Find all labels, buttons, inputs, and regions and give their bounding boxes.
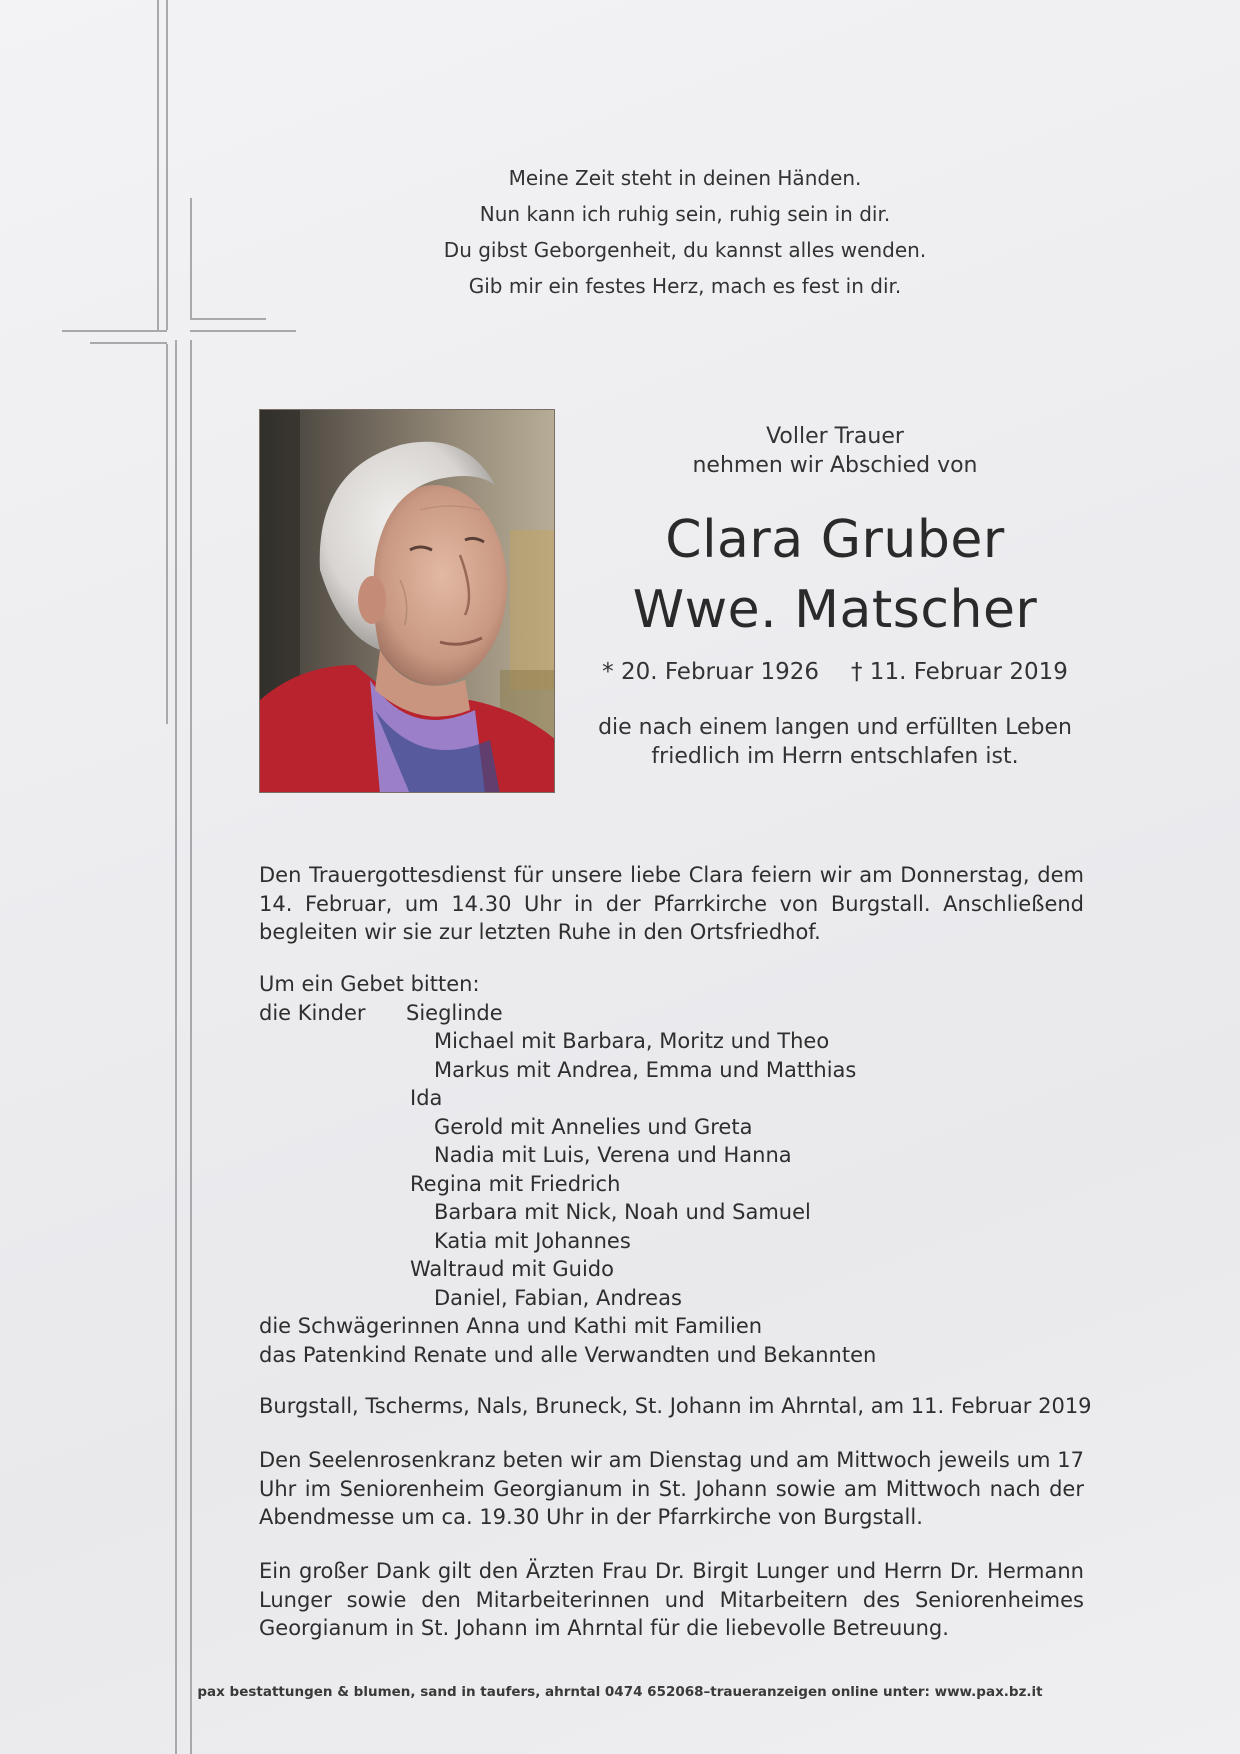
child-name: Regina mit Friedrich bbox=[410, 1171, 621, 1196]
family-line: Katia mit Johannes bbox=[434, 1228, 631, 1253]
other-mourners-line: das Patenkind Renate und alle Verwandten und Bekannten bbox=[259, 1342, 877, 1367]
birth-date: * 20. Februar 1926 bbox=[602, 659, 819, 685]
portrait-photo bbox=[259, 409, 555, 793]
life-text bbox=[570, 713, 1100, 771]
place-date: Burgstall, Tscherms, Nals, Bruneck, St. Johann im Ahrntal, am 11. Februar 2019 bbox=[259, 1394, 1092, 1418]
mourners-list bbox=[259, 970, 1084, 1369]
name-line: Wwe. Matscher bbox=[632, 580, 1038, 640]
poem bbox=[300, 160, 1070, 304]
family-line: Gerold mit Annelies und Greta bbox=[434, 1114, 753, 1139]
child-name: Waltraud mit Guido bbox=[410, 1257, 614, 1281]
intro-text bbox=[570, 422, 1100, 480]
life-dates bbox=[570, 655, 1100, 689]
family-line: Markus mit Andrea, Emma und Matthias bbox=[434, 1057, 857, 1082]
poem-line: Du gibst Geborgenheit, du kannst alles wenden. bbox=[443, 238, 927, 262]
family-line: Michael mit Barbara, Moritz und Theo bbox=[434, 1029, 830, 1053]
name-line: Clara Gruber bbox=[665, 510, 1005, 570]
intro-line: Voller Trauer bbox=[766, 424, 904, 449]
thanks-paragraph: Ein großer Dank gilt den Ärzten Frau Dr. Birgit Lunger und Herrn Dr. Hermann Lunger sowie den Mitarbeiterinnen und Mitarbeitern des Seniorenheimes Georgianum in St. Johann im Ahrntal für die liebevolle Betreuung. bbox=[259, 1559, 1084, 1640]
footer-credit: pax bestattungen & blumen, sand in taufers, ahrntal 0474 652068–traueranzeigen online unter: www.pax.bz.it bbox=[197, 1684, 1043, 1700]
life-line: friedlich im Herrn entschlafen ist. bbox=[651, 744, 1019, 769]
child-name: Sieglinde bbox=[406, 1000, 503, 1025]
other-mourners-line: die Schwägerinnen Anna und Kathi mit Familien bbox=[259, 1314, 763, 1338]
rosary-paragraph: Den Seelenrosenkranz beten wir am Dienstag und am Mittwoch jeweils um 17 Uhr im Seniorenheim Georgianum in St. Johann sowie am Mittwoch nach der Abendmesse um ca. 19.30 Uhr in der Pfarrkirche von Burgstall. bbox=[259, 1448, 1084, 1529]
poem-line: Gib mir ein festes Herz, mach es fest in dir. bbox=[468, 274, 902, 298]
intro-line: nehmen wir Abschied von bbox=[692, 453, 978, 478]
family-line: Daniel, Fabian, Andreas bbox=[434, 1285, 682, 1310]
service-paragraph: Den Trauergottesdienst für unsere liebe Clara feiern wir am Donnerstag, dem 14. Februar, um 14.30 Uhr in der Pfarrkirche von Burgstall. Anschließend begleiten wir sie zur letzten Ruhe in den Ortsfriedhof. bbox=[259, 863, 1084, 944]
children-row bbox=[259, 999, 1084, 1028]
poem-line: Nun kann ich ruhig sein, ruhig sein in dir. bbox=[479, 202, 891, 226]
family-line: Nadia mit Luis, Verena und Hanna bbox=[434, 1143, 792, 1167]
death-date: † 11. Februar 2019 bbox=[851, 659, 1068, 685]
poem-line: Meine Zeit steht in deinen Händen. bbox=[508, 166, 862, 190]
family-line: Barbara mit Nick, Noah und Samuel bbox=[434, 1200, 811, 1224]
mourners-heading: Um ein Gebet bitten: bbox=[259, 972, 480, 996]
child-name: Ida bbox=[410, 1086, 443, 1110]
children-label: die Kinder bbox=[259, 1000, 366, 1025]
life-line: die nach einem langen und erfüllten Leben bbox=[598, 715, 1072, 740]
deceased-name bbox=[570, 505, 1100, 645]
